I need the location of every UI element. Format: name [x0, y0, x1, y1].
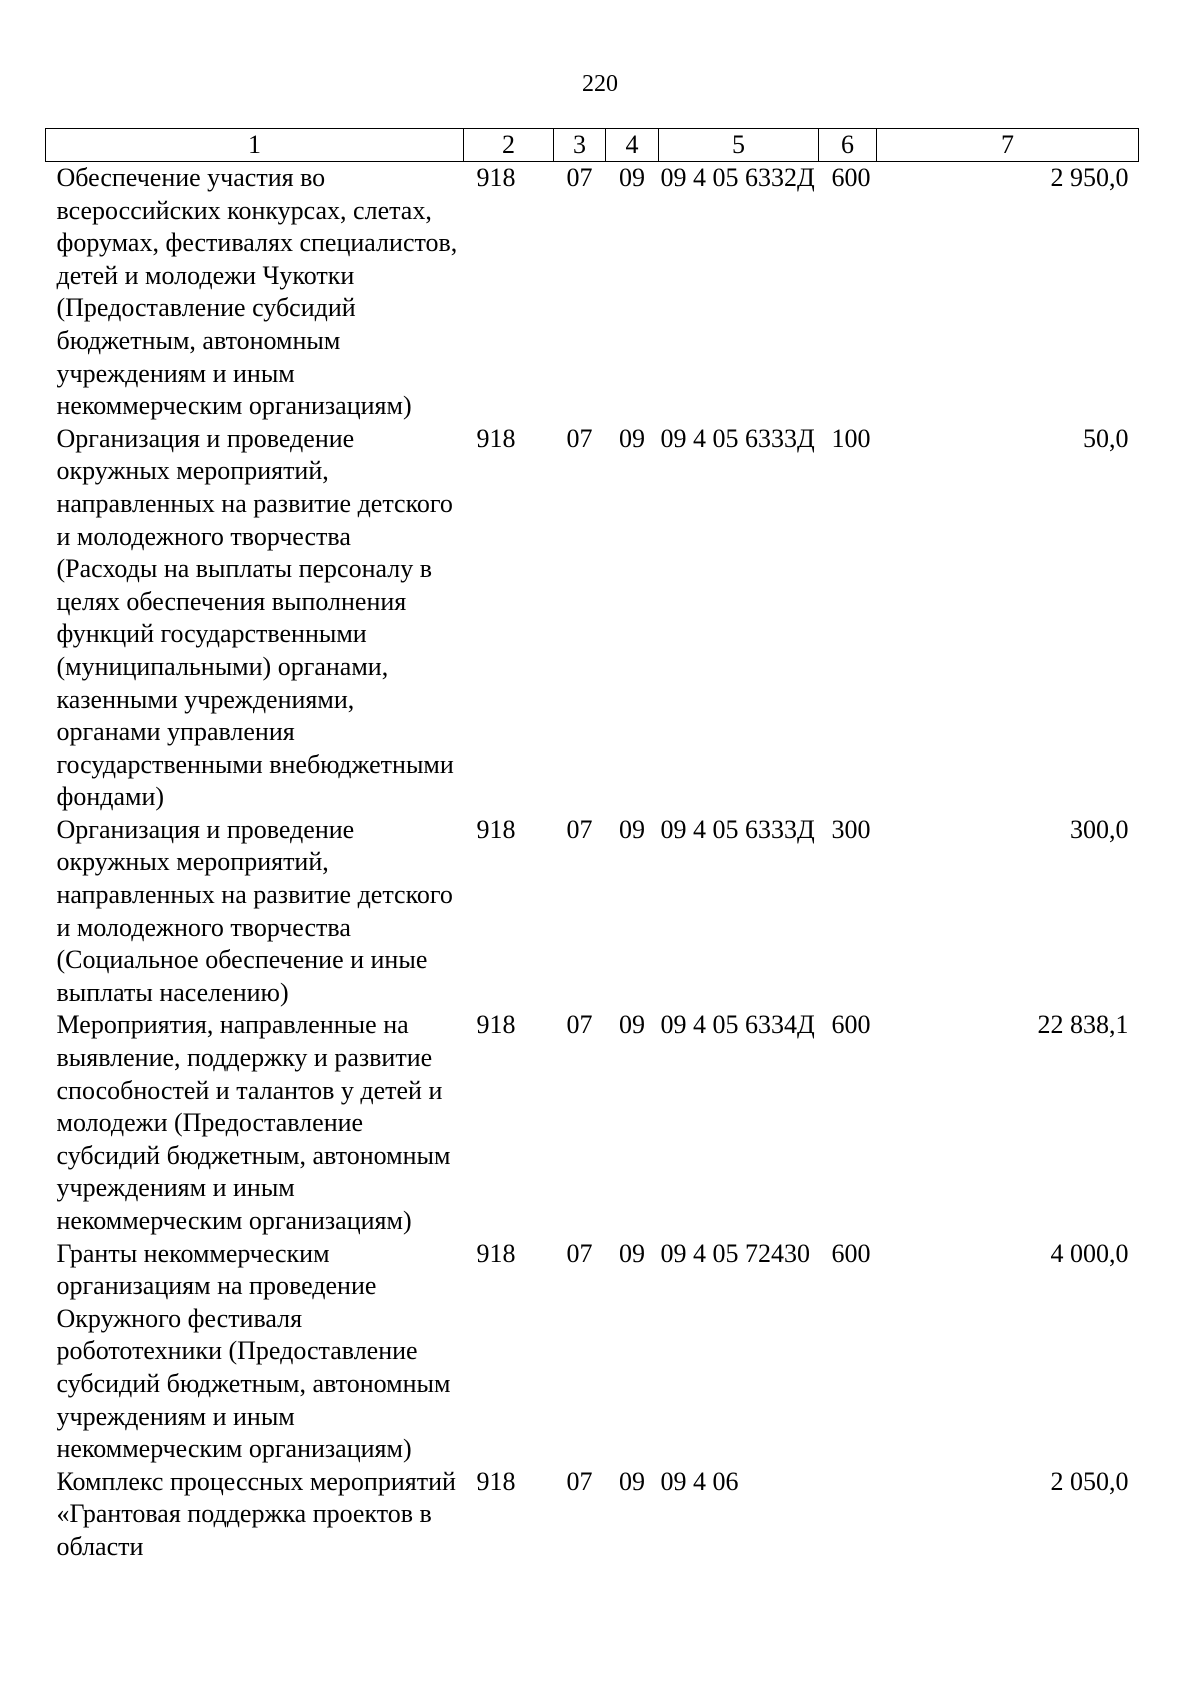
table-row — [46, 1238, 1139, 1466]
row-grbs: 918 — [476, 163, 516, 192]
row-name: Гранты некоммерческим организациям на проведение Окружного фестиваля робототехники (Предоставление субсидий бюджетным, автономным учреждениям и иным некоммерческим организациям) — [56, 1238, 451, 1464]
table-row — [46, 1009, 1139, 1237]
row-section: 07 — [566, 1010, 593, 1040]
column-header: 1 — [46, 129, 464, 162]
column-header: 3 — [554, 129, 606, 162]
column-header: 2 — [464, 129, 554, 162]
budget-table — [45, 128, 1139, 1564]
row-target-article: 09 4 05 6333Д — [660, 814, 815, 844]
row-amount: 2 050,0 — [1050, 1466, 1129, 1496]
row-amount: 4 000,0 — [1050, 1238, 1129, 1268]
row-grbs: 918 — [476, 1466, 516, 1496]
row-target-article: 09 4 05 72430 — [660, 1238, 810, 1268]
row-subsection: 09 — [619, 423, 645, 453]
column-header: 6 — [819, 129, 877, 162]
row-section: 07 — [566, 423, 593, 453]
row-grbs: 918 — [476, 814, 516, 844]
row-amount: 50,0 — [1083, 423, 1129, 453]
row-amount: 2 950,0 — [1050, 163, 1129, 192]
table-row — [46, 1466, 1139, 1564]
row-expense-type: 100 — [831, 423, 871, 453]
row-name: Обеспечение участия во всероссийских конкурсах, слетах, форумах, фестивалях специалистов, детей и молодежи Чукотки (Предоставление субсидий бюджетным, автономным учреждениям и иным некоммерческим организациям) — [56, 163, 458, 421]
row-expense-type: 600 — [831, 1238, 871, 1268]
row-expense-type — [819, 1466, 877, 1564]
row-expense-type: 300 — [831, 814, 871, 844]
row-name: Комплекс процессных мероприятий «Грантовая поддержка проектов в области — [56, 1466, 456, 1561]
row-target-article: 09 4 06 — [660, 1466, 739, 1496]
row-section: 07 — [566, 1238, 593, 1268]
row-expense-type: 600 — [831, 163, 871, 192]
row-section: 07 — [566, 814, 593, 844]
row-name: Организация и проведение окружных мероприятий, направленных на развитие детского и молодежного творчества (Социальное обеспечение и иные выплаты населению) — [56, 814, 453, 1007]
table-row — [46, 814, 1139, 1010]
row-grbs: 918 — [476, 423, 516, 453]
column-header: 7 — [877, 129, 1139, 162]
row-subsection: 09 — [619, 1466, 645, 1496]
column-header: 5 — [659, 129, 819, 162]
row-amount: 300,0 — [1070, 814, 1129, 844]
row-grbs: 918 — [476, 1010, 516, 1040]
row-target-article: 09 4 05 6333Д — [660, 423, 815, 453]
row-amount: 22 838,1 — [1037, 1010, 1129, 1040]
row-section: 07 — [566, 1466, 593, 1496]
row-subsection: 09 — [619, 1238, 645, 1268]
table-row — [46, 162, 1139, 423]
row-name: Мероприятия, направленные на выявление, поддержку и развитие способностей и талантов у детей и молодежи (Предоставление субсидий бюджетным, автономным учреждениям и иным некоммерческим организациям) — [56, 1010, 451, 1235]
row-section: 07 — [566, 163, 593, 192]
row-target-article: 09 4 05 6332Д — [660, 163, 815, 192]
page-number: 220 — [582, 71, 618, 97]
column-header: 4 — [606, 129, 659, 162]
row-subsection: 09 — [619, 814, 645, 844]
table-header-row — [46, 129, 1139, 162]
row-grbs: 918 — [476, 1238, 516, 1268]
row-expense-type: 600 — [831, 1010, 871, 1040]
row-name: Организация и проведение окружных мероприятий, направленных на развитие детского и молодежного творчества (Расходы на выплаты персоналу в целях обеспечения выполнения функций государственными (муниципальными) органами, казенными учреждениями, органами управления государственными внебюджетными фондами) — [56, 423, 454, 812]
table-row — [46, 423, 1139, 814]
row-target-article: 09 4 05 6334Д — [660, 1010, 815, 1040]
row-subsection: 09 — [619, 163, 645, 192]
row-subsection: 09 — [619, 1010, 645, 1040]
